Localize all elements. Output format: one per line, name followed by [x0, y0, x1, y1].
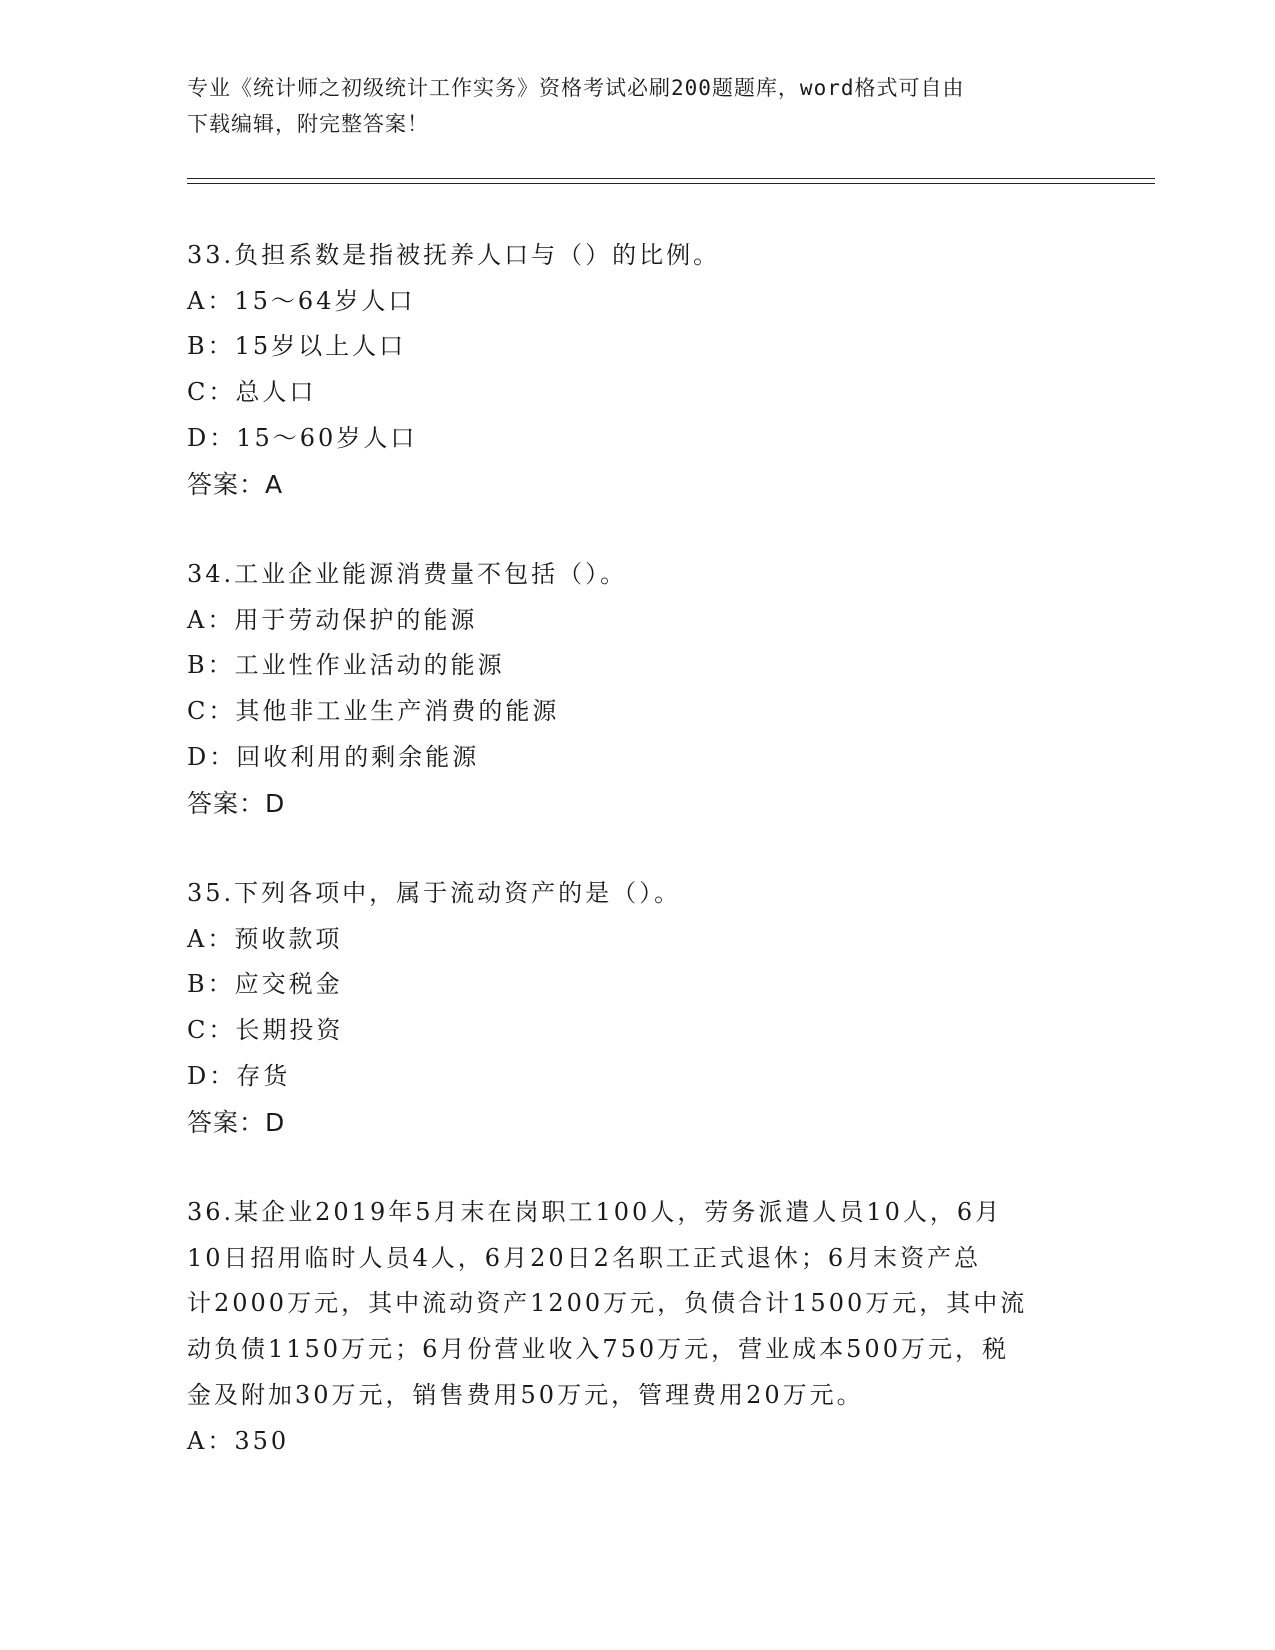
header-line-2: 下载编辑，附完整答案！	[187, 112, 429, 136]
question-stem-line: 36.某企业2019年5月末在岗职工100人，劳务派遣人员10人，6月	[187, 1198, 1003, 1226]
question-36	[187, 1190, 1087, 1464]
question-stem: 34.工业企业能源消费量不包括（）。	[187, 560, 628, 588]
question-34	[187, 552, 1087, 826]
question-stem-line: 动负债1150万元；6月份营业收入750万元，营业成本500万元，税	[187, 1335, 1009, 1364]
document-header	[187, 70, 1067, 142]
question-stem: 35.下列各项中，属于流动资产的是（）。	[187, 879, 682, 907]
option-c: C：总人口	[187, 378, 317, 407]
option-d: D：存货	[187, 1061, 291, 1090]
option-b: B：工业性作业活动的能源	[187, 651, 505, 680]
option-d: D：15～60岁人口	[187, 423, 418, 452]
option-a: A：350	[187, 1426, 290, 1455]
header-rule-bottom	[187, 183, 1155, 184]
question-stem-line: 计2000万元，其中流动资产1200万元，负债合计1500万元，其中流	[187, 1289, 1028, 1318]
question-stem: 33.负担系数是指被抚养人口与（）的比例。	[187, 241, 721, 269]
answer: 答案：D	[187, 788, 286, 818]
option-a: A：用于劳动保护的能源	[187, 605, 478, 634]
question-35	[187, 871, 1087, 1145]
answer: 答案：A	[187, 469, 284, 499]
option-b: B：15岁以上人口	[187, 332, 407, 361]
option-b: B：应交税金	[187, 970, 343, 999]
option-a: A：15～64岁人口	[187, 286, 416, 315]
question-stem-line: 金及附加30万元，销售费用50万元，管理费用20万元。	[187, 1380, 864, 1409]
option-a: A：预收款项	[187, 924, 343, 953]
option-d: D：回收利用的剩余能源	[187, 742, 480, 771]
header-rule-top	[187, 178, 1155, 179]
question-stem-line: 10日招用临时人员4人，6月20日2名职工正式退休；6月末资产总	[187, 1243, 982, 1272]
answer: 答案：D	[187, 1107, 286, 1137]
option-c: C：其他非工业生产消费的能源	[187, 697, 560, 726]
header-line-1: 专业《统计师之初级统计工作实务》资格考试必刷200题题库，word格式可自由	[187, 76, 965, 100]
question-33	[187, 233, 1087, 507]
option-c: C：长期投资	[187, 1016, 344, 1045]
